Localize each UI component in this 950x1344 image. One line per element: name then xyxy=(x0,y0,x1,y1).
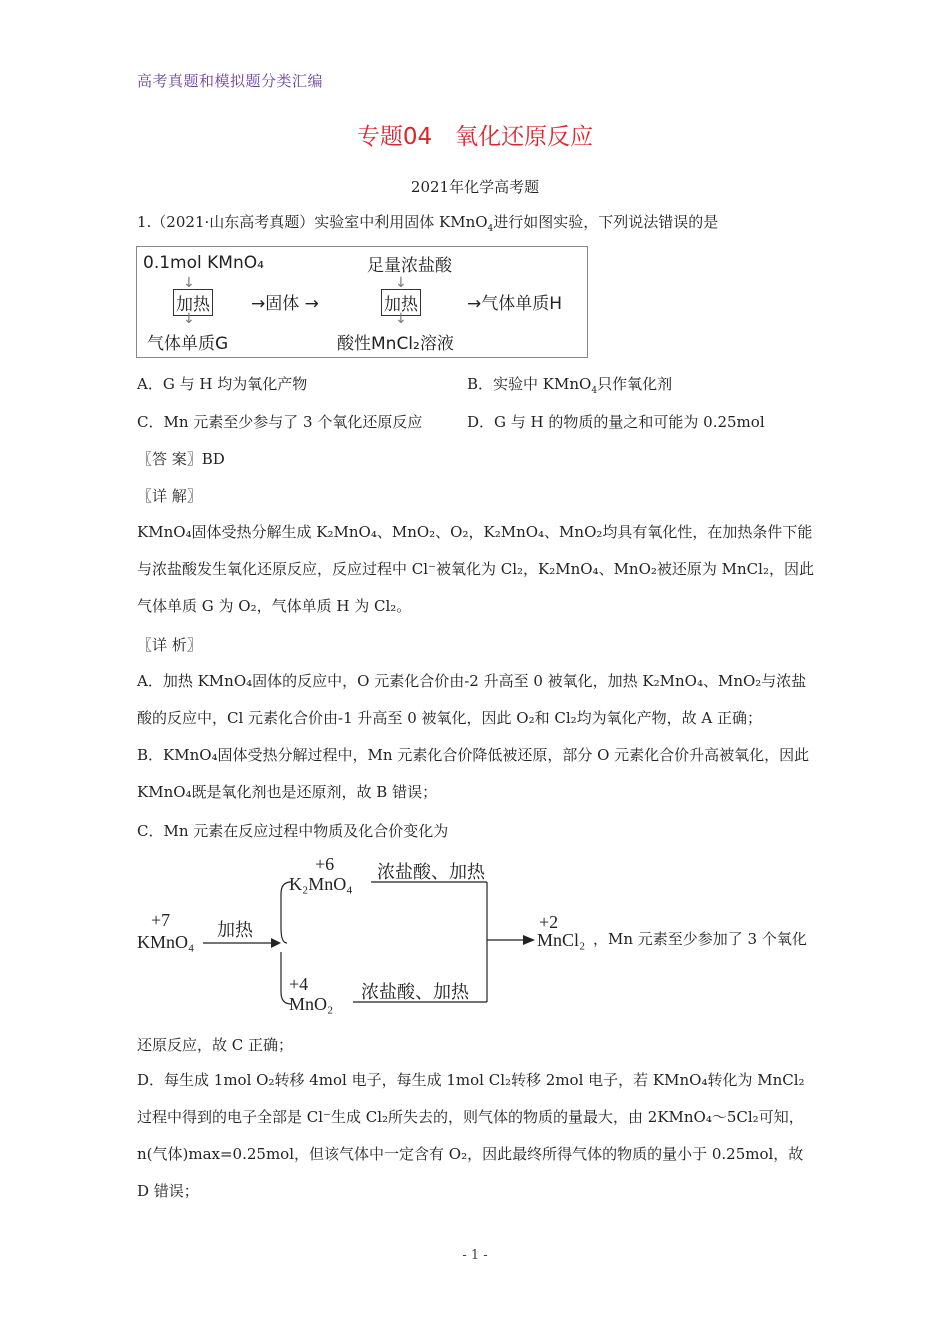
solid-arrow-label: →固体 → xyxy=(251,294,319,314)
gas-g-label: 气体单质G xyxy=(147,334,229,354)
question-stem: 1.（2021·山东高考真题）实验室中利用固体 KMnO$_4$进行如图实验，下列说法错误的是 xyxy=(137,213,719,234)
option-b: B．实验中 KMnO$_4$只作氧化剂 xyxy=(467,375,673,396)
manganese-valence-diagram xyxy=(135,852,605,1024)
start-label: 0.1mol KMnO₄ xyxy=(143,253,264,273)
heat-box: 加热 xyxy=(173,289,213,316)
analysis-label: 〖详 析〗 xyxy=(137,636,202,654)
analysis-a: A．加热 KMnO₄固体的反应中，O 元素化合价由-2 升高至 0 被氧化，加热 K₂MnO₄、MnO₂与浓盐酸的反应中，Cl 元素化合价由-1 升高至 0 被氧化，因此 O₂和 Cl₂均为氧化产物，故 A 正确； xyxy=(137,672,807,727)
option-c: C．Mn 元素至少参与了 3 个氧化还原反应 xyxy=(137,413,423,431)
page-number: - 1 - xyxy=(462,1248,488,1263)
experiment-flow-figure xyxy=(136,246,588,358)
oxidation-state: +7 xyxy=(151,910,171,930)
down-arrow-icon: ↓ xyxy=(395,275,407,291)
condition-label: 浓盐酸、加热 xyxy=(377,862,485,882)
analysis-c-tail: ，Mn 元素至少参加了 3 个氧化 xyxy=(593,930,807,948)
species-mncl2: MnCl₂ xyxy=(537,930,586,950)
reagent-label: 足量浓盐酸 xyxy=(367,256,452,276)
down-arrow-icon: ↓ xyxy=(395,311,407,327)
species-mno2: MnO₂ xyxy=(289,994,334,1014)
down-arrow-icon: ↓ xyxy=(183,275,195,291)
page-title: 专题04 氧化还原反应 xyxy=(356,124,594,150)
detail-label: 〖详 解〗 xyxy=(137,487,202,505)
analysis-d: D．每生成 1mol O₂转移 4mol 电子，每生成 1mol Cl₂转移 2mol 电子，若 KMnO₄转化为 MnCl₂过程中得到的电子全部是 Cl⁻生成 Cl₂所失去的，则气体的物质的量最大，由 2KMnO₄～5Cl₂可知，n(气体)max=0.25mol，但该气体中一定含有 O₂，因此最终所得气体的物质的量小于 0.25mol，故 D 错误； xyxy=(137,1071,805,1200)
oxidation-state: +2 xyxy=(539,912,559,932)
gas-h-label: →气体单质H xyxy=(467,294,563,314)
species-k2mno4: K₂MnO₄ xyxy=(289,874,353,894)
oxidation-state: +6 xyxy=(315,854,335,874)
section-subtitle: 2021年化学高考题 xyxy=(410,178,540,196)
detail-paragraph: KMnO₄固体受热分解生成 K₂MnO₄、MnO₂、O₂，K₂MnO₄、MnO₂均具有氧化性，在加热条件下能与浓盐酸发生氧化还原反应，反应过程中 Cl⁻被氧化为 Cl₂，K₂MnO₄、MnO₂被还原为 MnCl₂，因此气体单质 G 为 O₂，气体单质 H 为 Cl₂。 xyxy=(137,523,814,615)
option-a: A．G 与 H 均为氧化产物 xyxy=(137,375,308,393)
answer-line: 〖答 案〗BD xyxy=(137,450,225,468)
option-d: D．G 与 H 的物质的量之和可能为 0.25mol xyxy=(467,413,765,431)
analysis-b: B．KMnO₄固体受热分解过程中，Mn 元素化合价降低被还原，部分 O 元素化合价升高被氧化，因此 KMnO₄既是氧化剂也是还原剂，故 B 错误； xyxy=(137,746,810,801)
analysis-c-intro: C．Mn 元素在反应过程中物质及化合价变化为 xyxy=(137,822,449,840)
running-header: 高考真题和模拟题分类汇编 xyxy=(137,72,324,90)
condition-label: 浓盐酸、加热 xyxy=(361,982,469,1002)
heat-condition: 加热 xyxy=(217,920,253,940)
down-arrow-icon: ↓ xyxy=(183,311,195,327)
analysis-c-end: 还原反应，故 C 正确； xyxy=(137,1036,294,1054)
heat-box: 加热 xyxy=(381,289,421,316)
species-kmno4: KMnO₄ xyxy=(137,932,195,952)
solution-label: 酸性MnCl₂溶液 xyxy=(337,334,454,354)
oxidation-state: +4 xyxy=(289,974,309,994)
